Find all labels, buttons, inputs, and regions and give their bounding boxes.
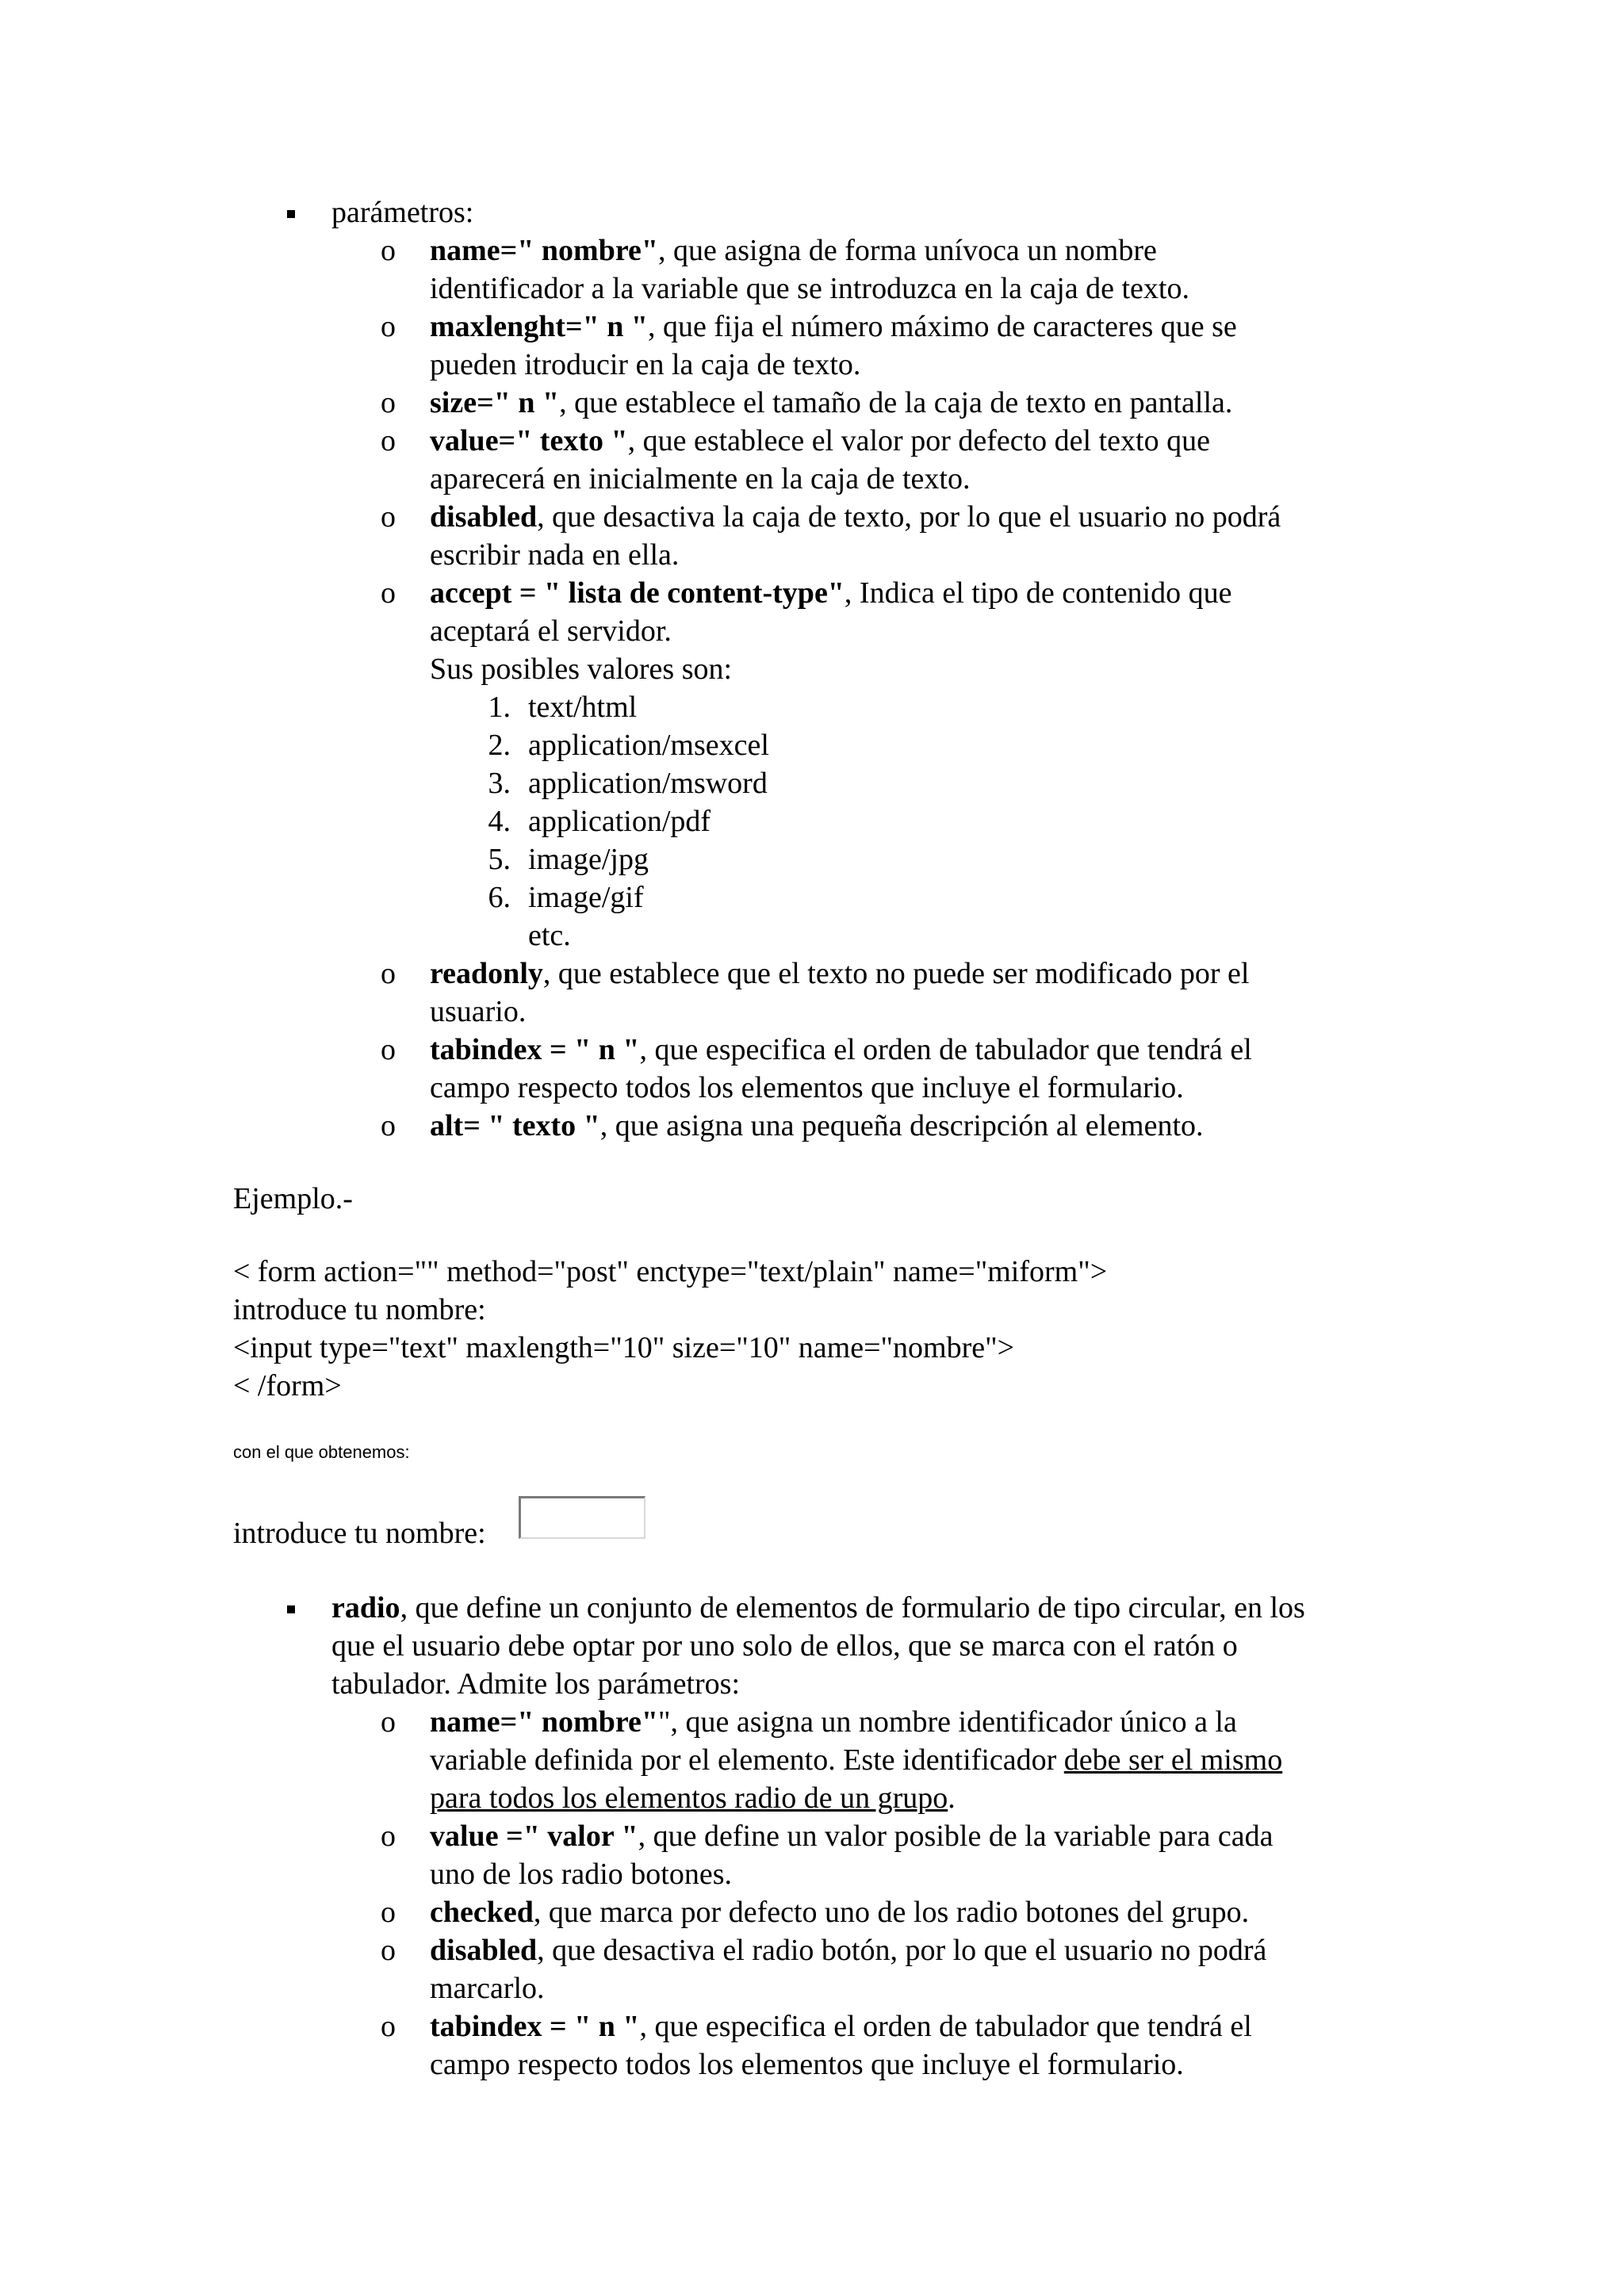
radio-param-value-line-2: uno de los radio botones. <box>430 1858 733 1891</box>
param-name-line: name=" nombre", que asigna de forma unívoca un nombre <box>430 234 1157 267</box>
radio-param-tabindex-line: tabindex = " n ", que especifica el orden de tabulador que tendrá el <box>430 2010 1252 2043</box>
square-bullet-icon <box>287 210 295 218</box>
radio-param-value-term: value =" valor " <box>430 1820 638 1853</box>
param-alt-line: alt= " texto ", que asigna una pequeña descripción al elemento. <box>430 1109 1204 1142</box>
radio-intro-line-2: que el usuario debe optar por uno solo de ellos, que se marca con el ratón o <box>331 1629 1238 1663</box>
radio-param-name-term: name=" nombre" <box>430 1705 658 1739</box>
list-item: application/msexcel <box>528 729 769 762</box>
list-number: 2. <box>488 729 511 762</box>
list-number: 6. <box>488 881 511 914</box>
radio-intro-line-3: tabulador. Admite los parámetros: <box>331 1667 741 1701</box>
circle-bullet-icon: o <box>381 234 396 267</box>
circle-bullet-icon: o <box>381 1705 396 1739</box>
radio-param-disabled-term: disabled <box>430 1934 538 1967</box>
result-note: con el que obtenemos: <box>233 1442 410 1462</box>
radio-term: radio <box>331 1591 400 1624</box>
param-readonly-term: readonly <box>430 957 543 990</box>
radio-param-checked-line: checked, que marca por defecto uno de los radio botones del grupo. <box>430 1896 1250 1929</box>
circle-bullet-icon: o <box>381 576 396 610</box>
list-item: application/pdf <box>528 805 711 838</box>
param-maxlenght-line: maxlenght=" n ", que fija el número máximo de caracteres que se <box>430 310 1237 343</box>
list-number: 4. <box>488 805 511 838</box>
param-readonly-line-2: usuario. <box>430 995 527 1028</box>
list-number: 3. <box>488 767 511 800</box>
radio-param-tabindex-term: tabindex = " n " <box>430 2010 640 2043</box>
circle-bullet-icon: o <box>381 386 396 419</box>
circle-bullet-icon: o <box>381 1109 396 1142</box>
param-disabled-line: disabled, que desactiva la caja de texto, por lo que el usuario no podrá <box>430 500 1281 534</box>
radio-param-disabled-line-2: marcarlo. <box>430 1972 545 2005</box>
example-code-line: < form action="" method="post" enctype="text/plain" name="miform"> <box>233 1255 1108 1288</box>
circle-bullet-icon: o <box>381 957 396 990</box>
list-etc: etc. <box>528 919 571 952</box>
param-alt-term: alt= " texto " <box>430 1109 600 1142</box>
param-name-line-2: identificador a la variable que se introduzca en la caja de texto. <box>430 272 1189 305</box>
square-bullet-icon <box>287 1605 295 1613</box>
param-value-line: value=" texto ", que establece el valor por defecto del texto que <box>430 424 1210 457</box>
circle-bullet-icon: o <box>381 1820 396 1853</box>
params-heading: parámetros: <box>331 196 474 229</box>
radio-param-disabled-line: disabled, que desactiva el radio botón, por lo que el usuario no podrá <box>430 1934 1267 1967</box>
circle-bullet-icon: o <box>381 2010 396 2043</box>
circle-bullet-icon: o <box>381 1934 396 1967</box>
radio-param-name-line: name=" nombre"", que asigna un nombre identificador único a la <box>430 1705 1237 1739</box>
circle-bullet-icon: o <box>381 500 396 534</box>
param-value-term: value=" texto " <box>430 424 628 457</box>
list-number: 5. <box>488 843 511 876</box>
param-tabindex-line-2: campo respecto todos los elementos que incluye el formulario. <box>430 1071 1184 1104</box>
radio-param-name-line-2: variable definida por el elemento. Este identificador debe ser el mismo <box>430 1743 1283 1777</box>
param-value-line-2: aparecerá en inicialmente en la caja de texto. <box>430 462 971 496</box>
circle-bullet-icon: o <box>381 310 396 343</box>
param-tabindex-line: tabindex = " n ", que especifica el orden de tabulador que tendrá el <box>430 1033 1252 1066</box>
param-accept-line-2: aceptará el servidor. <box>430 614 672 648</box>
circle-bullet-icon: o <box>381 424 396 457</box>
example-code-line: <input type="text" maxlength="10" size="10" name="nombre"> <box>233 1331 1015 1364</box>
param-tabindex-term: tabindex = " n " <box>430 1033 640 1066</box>
param-accept-line-3: Sus posibles valores son: <box>430 652 733 686</box>
radio-param-checked-term: checked <box>430 1896 534 1929</box>
circle-bullet-icon: o <box>381 1033 396 1066</box>
radio-param-name-line-3: para todos los elementos radio de un grupo. <box>430 1781 956 1815</box>
param-disabled-term: disabled <box>430 500 538 534</box>
radio-param-tabindex-line-2: campo respecto todos los elementos que incluye el formulario. <box>430 2048 1184 2081</box>
list-item: text/html <box>528 691 638 724</box>
list-number: 1. <box>488 691 511 724</box>
param-disabled-line-2: escribir nada en ella. <box>430 538 680 572</box>
list-item: application/msword <box>528 767 768 800</box>
list-item: image/jpg <box>528 843 649 876</box>
param-name-term: name=" nombre" <box>430 234 658 267</box>
example-code-line: introduce tu nombre: <box>233 1293 486 1326</box>
circle-bullet-icon: o <box>381 1896 396 1929</box>
example-heading: Ejemplo.- <box>233 1182 353 1215</box>
list-item: image/gif <box>528 881 644 914</box>
param-maxlenght-term: maxlenght=" n " <box>430 310 648 343</box>
radio-param-value-line: value =" valor ", que define un valor posible de la variable para cada <box>430 1820 1274 1853</box>
param-accept-line: accept = " lista de content-type", Indica el tipo de contenido que <box>430 576 1232 610</box>
example-code-line: < /form> <box>233 1369 342 1402</box>
rendered-text-input[interactable] <box>519 1496 645 1539</box>
radio-intro-line: radio, que define un conjunto de elementos de formulario de tipo circular, en los <box>331 1591 1305 1624</box>
rendered-label: introduce tu nombre: <box>233 1517 486 1550</box>
param-readonly-line: readonly, que establece que el texto no puede ser modificado por el <box>430 957 1250 990</box>
param-maxlenght-line-2: pueden itroducir en la caja de texto. <box>430 348 861 381</box>
param-size-term: size=" n " <box>430 386 560 419</box>
param-size-line: size=" n ", que establece el tamaño de la caja de texto en pantalla. <box>430 386 1233 419</box>
param-accept-term: accept = " lista de content-type" <box>430 576 845 610</box>
